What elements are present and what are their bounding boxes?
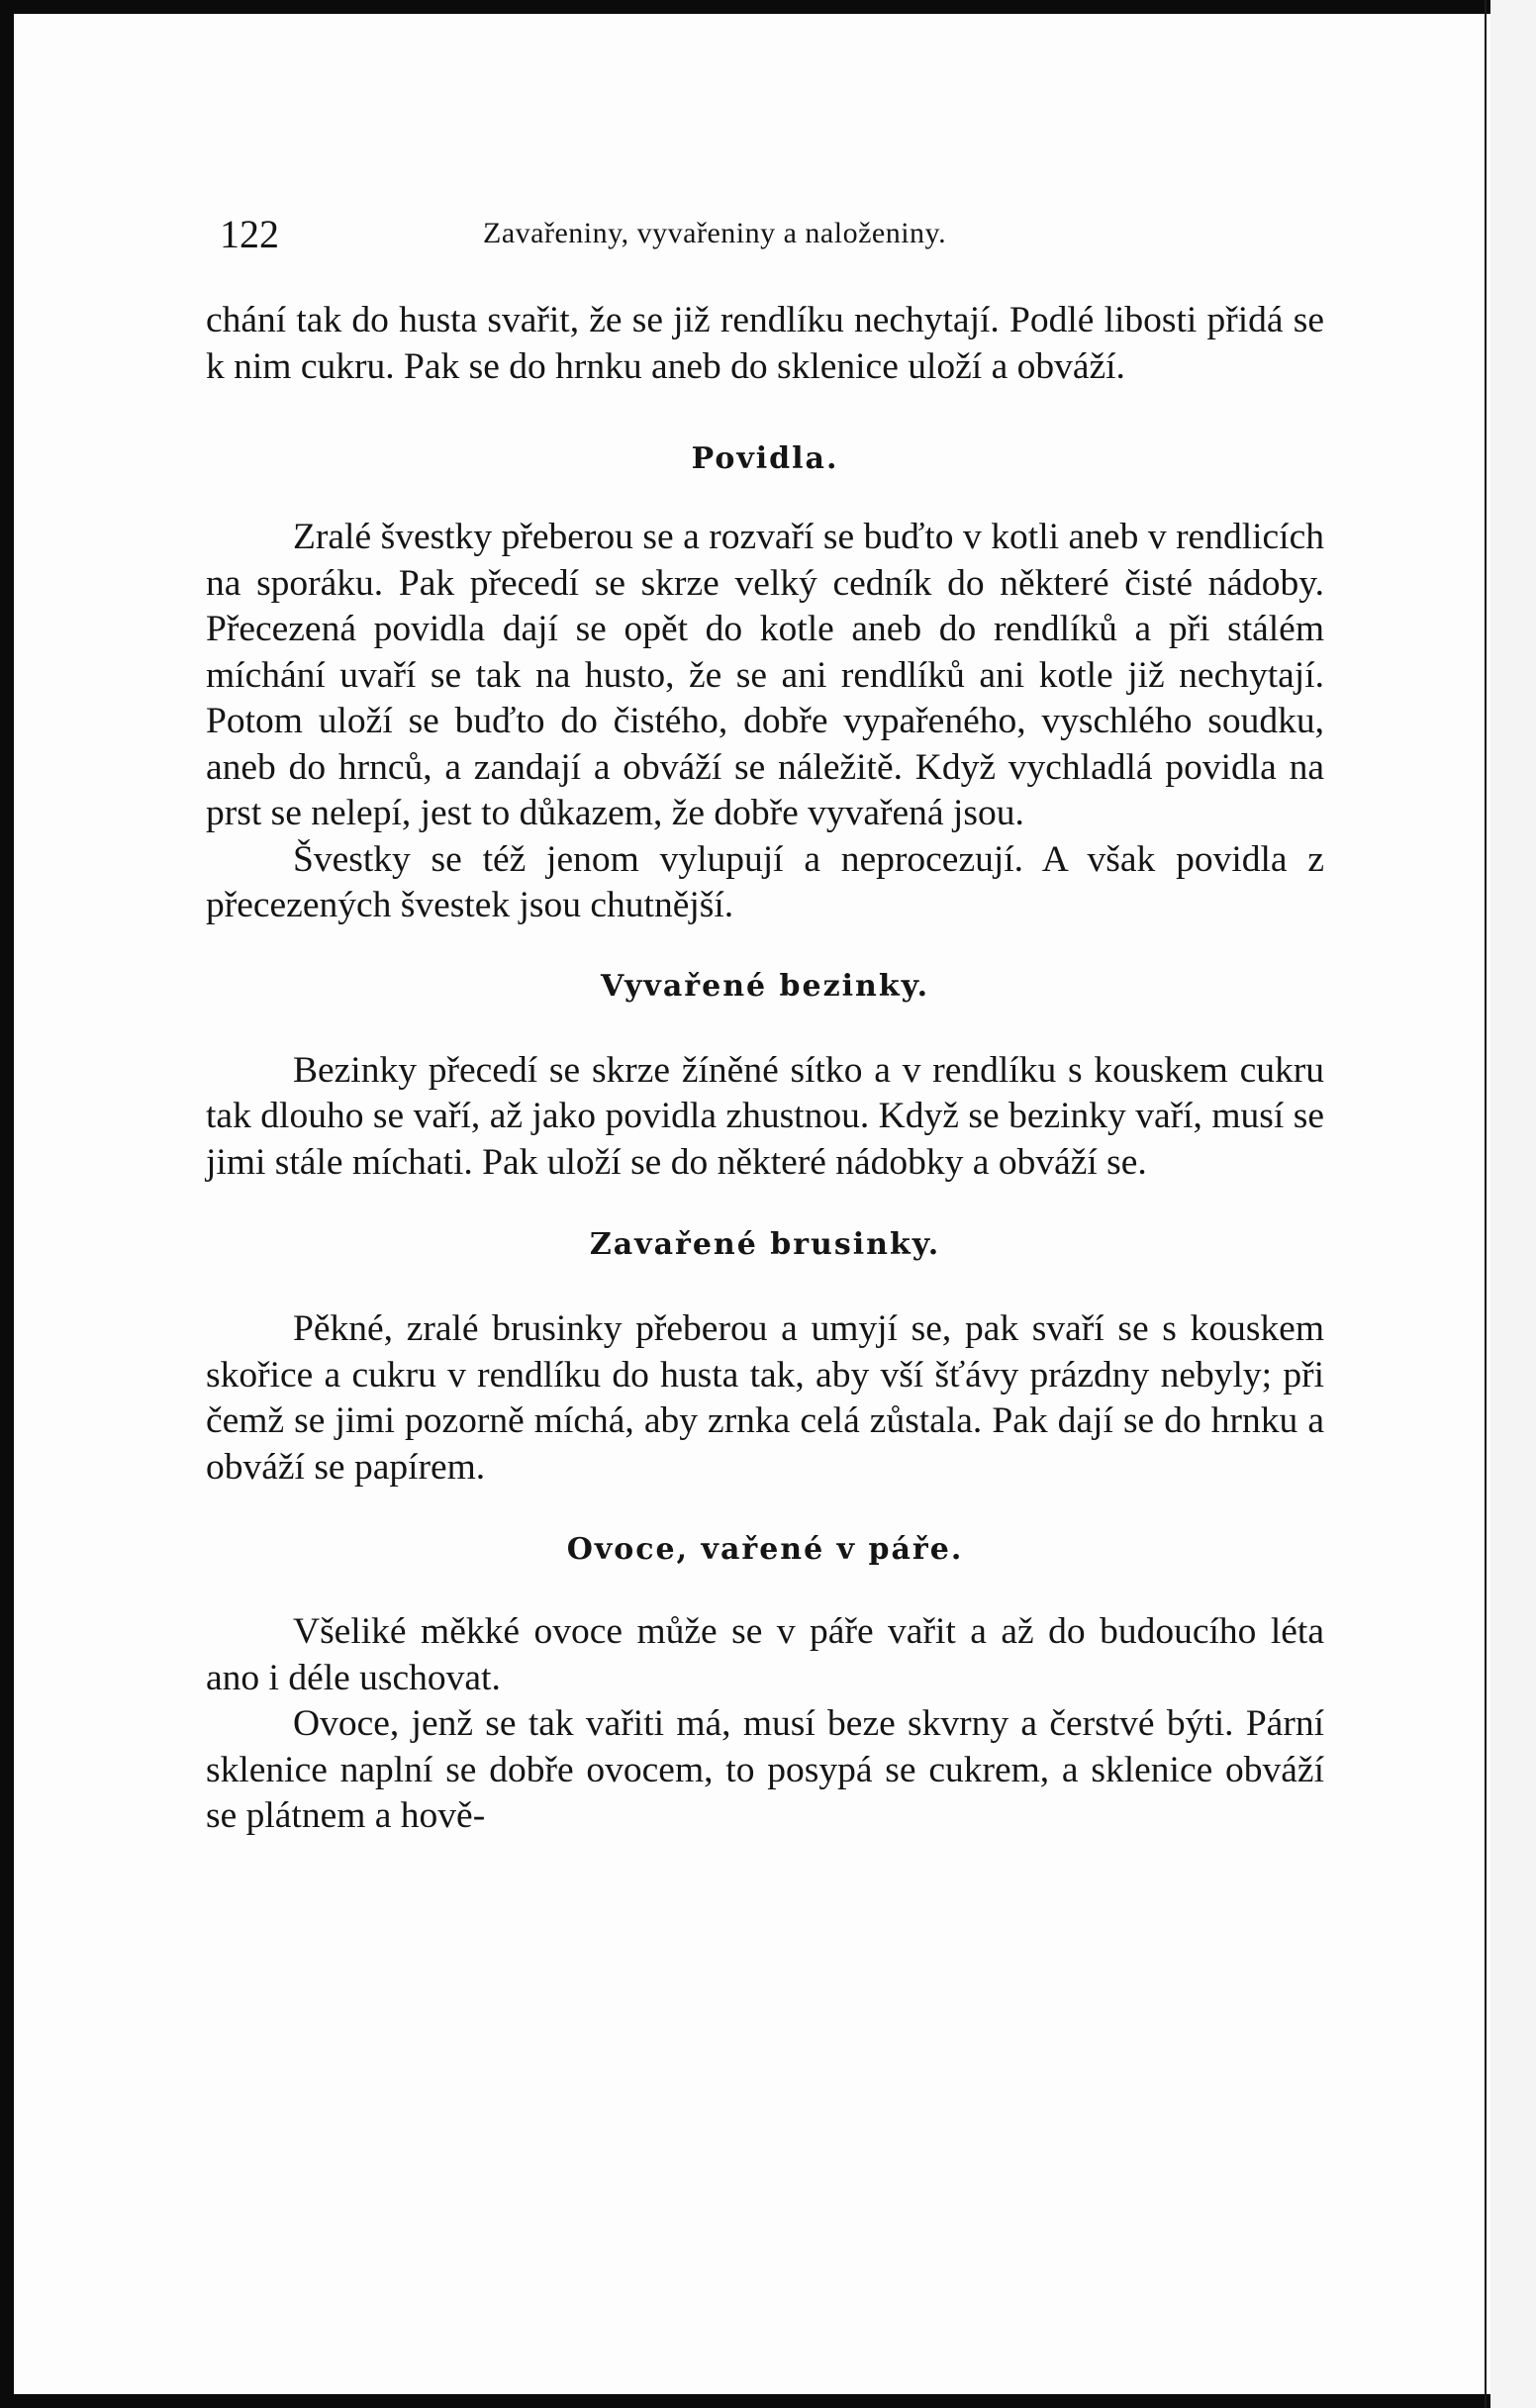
bezinky-paragraph: Bezinky přecedí se skrze žíněné sítko a v rendlíku s kouskem cukru tak dlouho se vaří, až jako povidla zhustnou. Když se bezinky vaří, musí se jimi stále míchati. Pak uloží se do některé nádobky a obváží se.	[206, 1049, 1324, 1183]
page-content	[206, 197, 1324, 1840]
section-heading-bezinky: Vyvařené bezinky.	[600, 968, 930, 1004]
next-page-edge	[1490, 0, 1536, 2408]
ovoce-paragraph-2: Ovoce, jenž se tak vařiti má, musí beze skvrny a čerstvé býti. Pární sklenice naplní se dobře ovocem, to posypá se cukrem, a sklenice obváží se plátnem a hově-	[206, 1703, 1324, 1836]
ovoce-paragraph-1: Všeliké měkké ovoce může se v páře vařit a až do budoucího léta ano i déle uschovat.	[206, 1611, 1324, 1698]
book-page	[14, 14, 1490, 2394]
section-heading-brusinky: Zavařené brusinky.	[589, 1227, 941, 1262]
povidla-paragraph-2: Švestky se též jenom vylupují a neprocezují. A však povidla z přecezených švestek jsou chutnější.	[206, 838, 1324, 925]
running-title: Zavařeniny, vyvařeniny a naloženiny.	[483, 217, 947, 249]
section-heading-ovoce: Ovoce, vařené v páře.	[566, 1532, 964, 1567]
page-number: 122	[220, 212, 279, 256]
section-heading-povidla: Povidla.	[691, 441, 839, 476]
brusinky-paragraph: Pěkné, zralé brusinky přeberou a umyjí se, pak svaří se s kouskem skořice a cukru v rendlíku do husta tak, aby vší šťávy prázdny nebyly; při čemž se jimi pozorně míchá, aby zrnka celá zůstala. Pak dají se do hrnku a obváží se papírem.	[206, 1308, 1324, 1488]
running-head	[206, 197, 1324, 256]
page-edge-shadow	[1485, 0, 1487, 2408]
povidla-paragraph-1: Zralé švestky přeberou se a rozvaří se buďto v kotli aneb v rendlicích na sporáku. Pak přecedí se skrze velký cedník do některé čisté nádoby. Přecezená povidla dají se opět do kotle aneb do rendlíků a při stálém míchání uvaří se tak na husto, že se ani rendlíků ani kotle již nechytají. Potom uloží se buďto do čistého, dobře vypařeného, vyschlého soudku, aneb do hrnců, a zandají a obváží se náležitě. Když vychladlá povidla na prst se nelepí, jest to důkazem, že dobře vyvařená jsou.	[206, 517, 1324, 833]
intro-paragraph: chání tak do husta svařit, že se již rendlíku nechytají. Podlé libosti přidá se k nim cukru. Pak se do hrnku aneb do sklenice uloží a obváží.	[206, 300, 1324, 387]
